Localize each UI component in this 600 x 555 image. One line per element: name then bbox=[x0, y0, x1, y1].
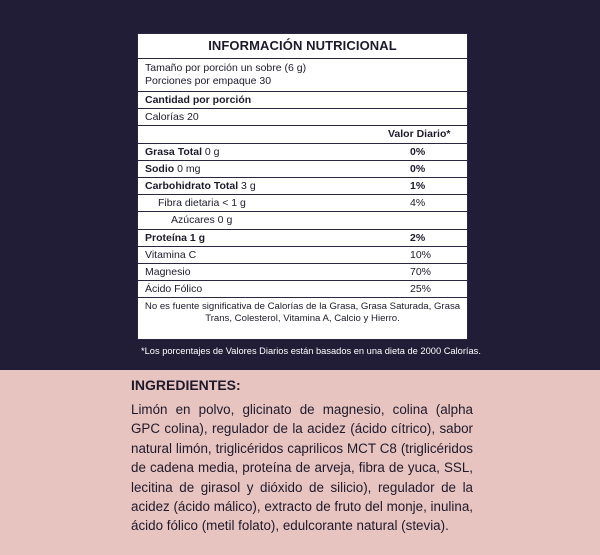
nutrient-label: Grasa Total bbox=[145, 145, 202, 158]
daily-value-header: Valor Diario* bbox=[388, 128, 451, 141]
calories: Calorías 20 bbox=[138, 109, 467, 126]
nutrient-pct: 70% bbox=[410, 265, 432, 278]
nutrient-row-vitamina-c bbox=[138, 247, 467, 264]
nutrient-label: Sodio bbox=[145, 162, 175, 175]
nutrient-row-proteina bbox=[138, 230, 467, 247]
nutrient-pct: 10% bbox=[410, 248, 432, 261]
daily-value-footnote: *Los porcentajes de Valores Diarios están basados en una dieta de 2000 Calorías. bbox=[141, 346, 481, 356]
nutrient-amount: 0 mg bbox=[174, 162, 201, 175]
nutrient-row-acido-folico bbox=[138, 281, 467, 298]
nutrient-label: Carbohidrato Total bbox=[145, 179, 239, 192]
nutrient-row-grasa bbox=[138, 144, 467, 161]
nutrient-row-magnesio bbox=[138, 264, 467, 281]
nutrition-note: No es fuente significativa de Calorías de la Grasa, Grasa Saturada, Grasa Trans, Colesterol, Vitamina A, Calcio y Hierro. bbox=[144, 301, 461, 325]
servings-per-container: Porciones por empaque 30 bbox=[145, 75, 272, 87]
nutrient-pct: 2% bbox=[410, 231, 426, 244]
nutrient-pct: 1% bbox=[410, 179, 426, 192]
nutrient-amount: 3 g bbox=[238, 179, 256, 192]
nutrient-pct: 0% bbox=[410, 145, 426, 158]
nutrition-facts-panel bbox=[137, 33, 468, 340]
ingredients-text: Limón en polvo, glicinato de magnesio, colina (alpha GPC colina), regulador de la acidez (ácido cítrico), sabor natural limón, triglicéridos caprilicos MCT C8 (triglicéridos de cadena media, proteína de arveja, fibra de yuca, SSL, lecitina de girasol y dióxido de silicio), regulador de la acidez (ácido málico), extracto de fruto del monje, inulina, ácido fólico (metil folato), edulcorante natural (stevia). bbox=[131, 402, 473, 534]
nutrient-row-azucares bbox=[138, 212, 467, 229]
nutrient-label: Azúcares 0 g bbox=[171, 214, 233, 227]
nutrient-amount: 0 g bbox=[202, 145, 220, 158]
nutrient-label: Vitamina C bbox=[145, 248, 197, 261]
nutrient-label: Fibra dietaria < 1 g bbox=[158, 197, 246, 210]
nutrient-pct: 0% bbox=[410, 162, 426, 175]
nutrition-title: INFORMACIÓN NUTRICIONAL bbox=[138, 34, 467, 59]
nutrient-pct: 4% bbox=[410, 197, 426, 210]
ingredients-title: INGREDIENTES: bbox=[131, 377, 241, 393]
serving-info bbox=[138, 59, 467, 92]
nutrient-row-carbohidrato bbox=[138, 178, 467, 195]
nutrient-row-fibra bbox=[138, 195, 467, 212]
nutrient-pct: 25% bbox=[410, 283, 432, 296]
serving-size: Tamaño por porción un sobre (6 g) bbox=[145, 62, 307, 74]
nutrient-label: Magnesio bbox=[145, 265, 191, 278]
daily-value-header-row bbox=[138, 126, 467, 143]
nutrient-row-sodio bbox=[138, 161, 467, 178]
nutrient-label: Proteína 1 g bbox=[145, 231, 206, 244]
nutrient-label: Ácido Fólico bbox=[145, 283, 203, 296]
amount-per-serving: Cantidad por porción bbox=[138, 92, 467, 109]
